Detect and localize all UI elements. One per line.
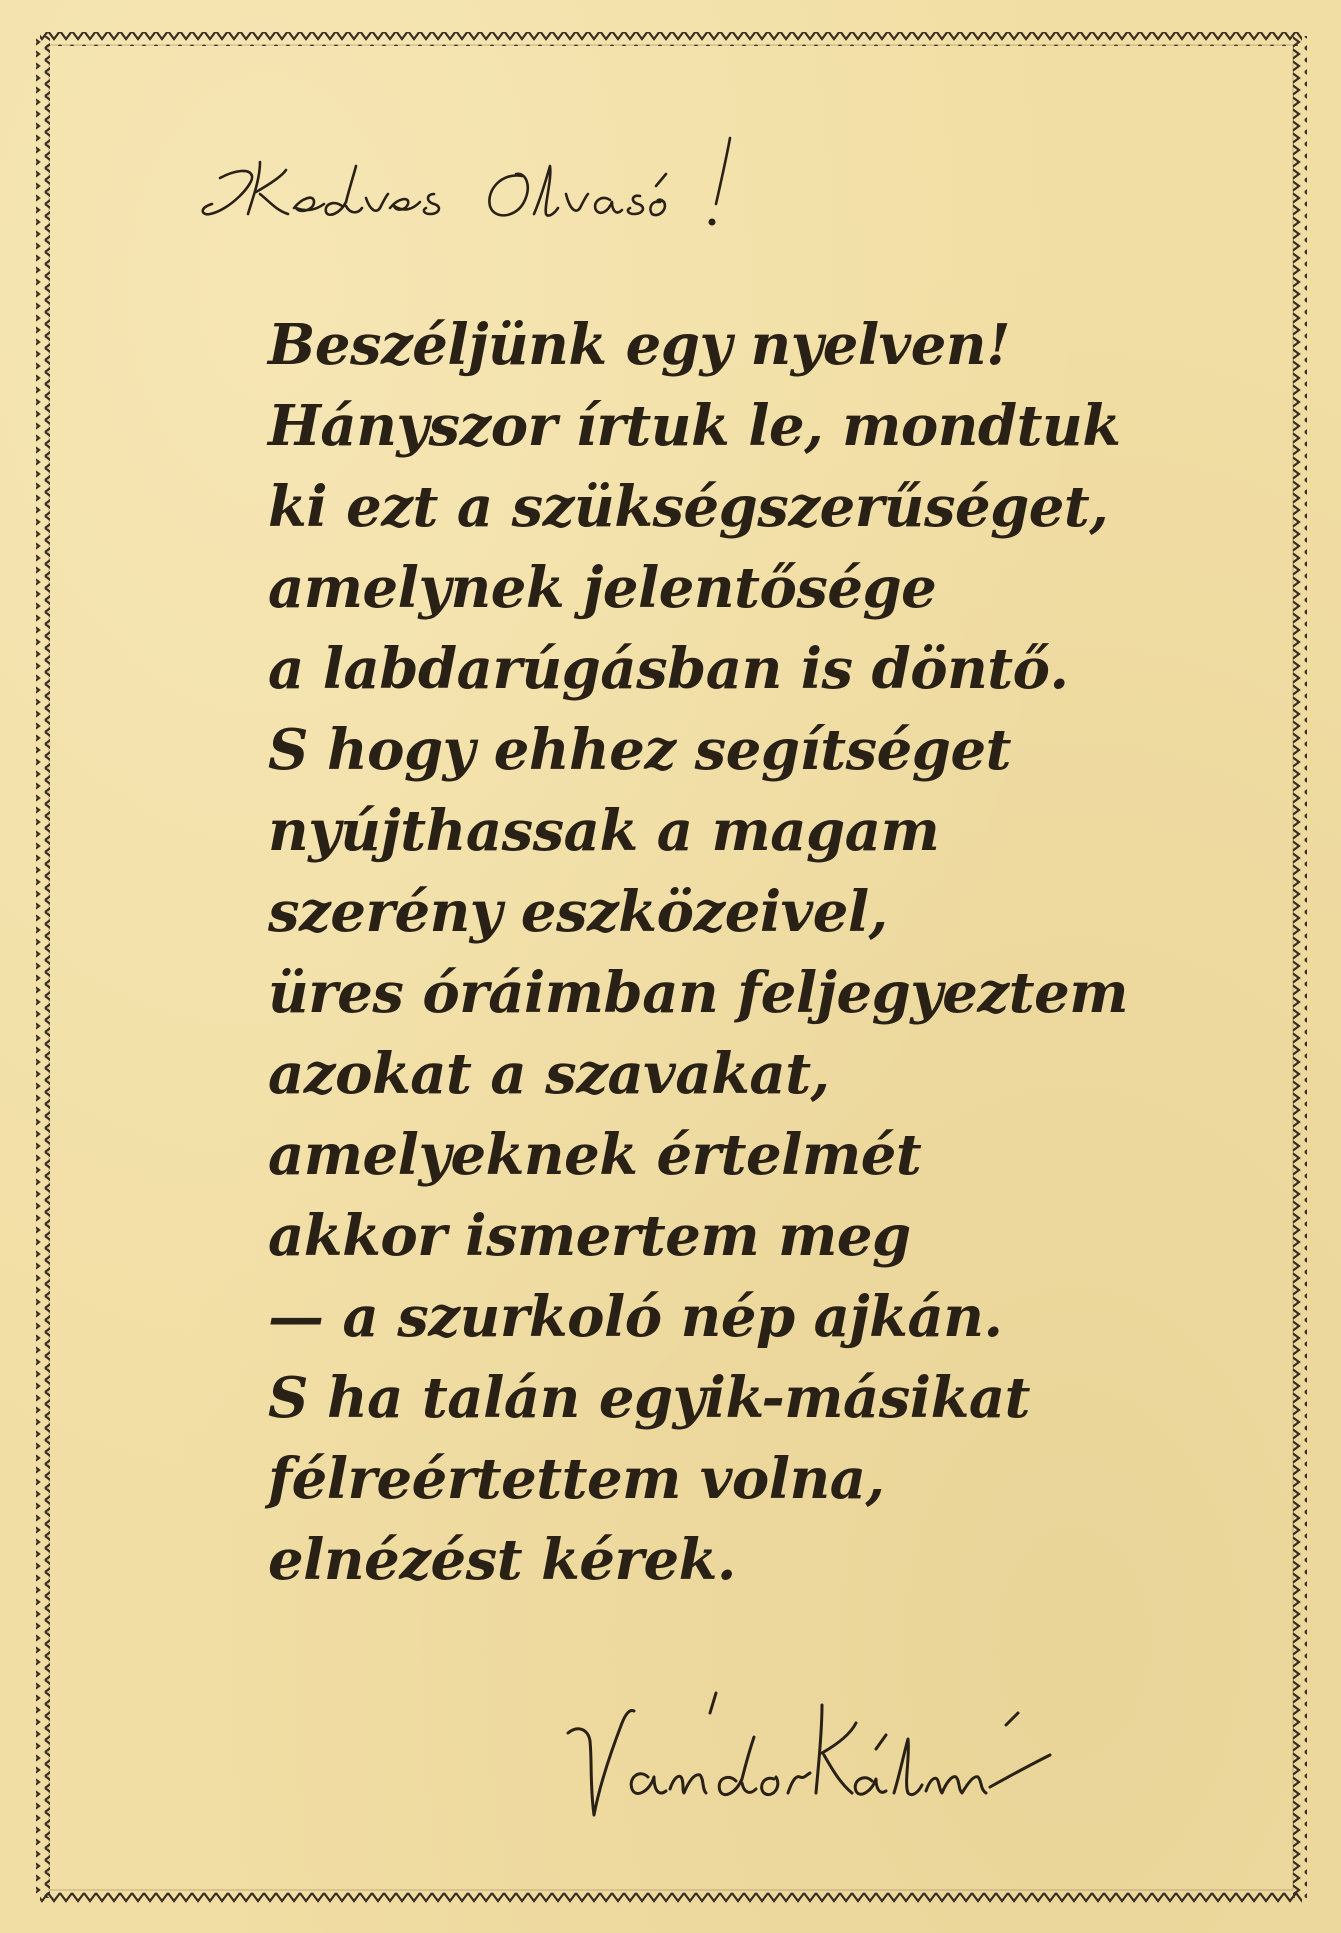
poem-line: — a szurkoló nép ajkán.	[268, 1284, 1003, 1350]
poem-line: szerény eszközeivel,	[268, 879, 888, 945]
poem-line: Hányszor írtuk le, mondtuk	[268, 393, 1121, 459]
poem-line: Beszéljünk egy nyelven!	[268, 312, 1011, 378]
poem-line: a labdarúgásban is döntő.	[268, 636, 1069, 702]
poem-line: üres óráimban feljegyeztem	[268, 960, 1128, 1026]
poem-line: akkor ismertem meg	[268, 1203, 911, 1269]
poem-line: amelyeknek értelmét	[268, 1122, 922, 1188]
poem-line: S ha talán egyik-másikat	[268, 1365, 1031, 1431]
poem-line: S hogy ehhez segítséget	[268, 717, 1011, 783]
poem-line: nyújthassak a magam	[268, 798, 940, 864]
poem-line: félreértettem volna,	[268, 1446, 885, 1512]
border-right	[1293, 36, 1307, 1898]
handwritten-salutation	[190, 110, 910, 250]
poem-line: ki ezt a szükségszerűséget,	[268, 474, 1109, 540]
poem-text	[268, 305, 1168, 1601]
poem-line: azokat a szavakat,	[268, 1041, 830, 1107]
poem-line: elnézést kérek.	[268, 1527, 736, 1593]
border-bottom	[40, 1889, 1302, 1903]
border-left	[36, 36, 50, 1898]
handwritten-signature	[560, 1665, 1080, 1835]
poem-line: amelynek jelentősége	[268, 555, 937, 621]
border-top	[40, 32, 1302, 46]
